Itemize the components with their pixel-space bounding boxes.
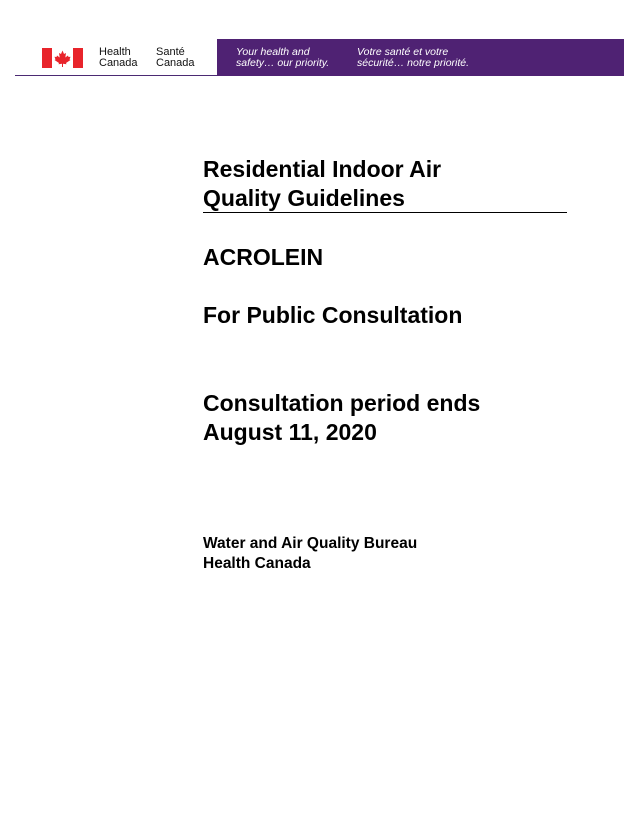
tagline-en: Your health and safety… our priority. xyxy=(236,46,330,69)
header-identity-area xyxy=(15,39,217,75)
header-tagline-bar xyxy=(217,39,624,76)
author-block: Water and Air Quality Bureau Health Canada xyxy=(203,535,418,572)
header-banner xyxy=(15,39,624,76)
canada-flag-icon xyxy=(42,48,83,68)
department-name-en: Health Canada xyxy=(99,46,138,69)
document-title: Residential Indoor Air Quality Guidelines xyxy=(203,156,442,211)
purpose-heading: For Public Consultation xyxy=(203,302,463,328)
title-underline xyxy=(203,212,567,213)
tagline-fr: Votre santé et votre sécurité… notre priorité. xyxy=(357,46,470,69)
substance-heading: ACROLEIN xyxy=(203,244,324,270)
department-name-fr: Santé Canada xyxy=(156,46,195,69)
consultation-deadline: Consultation period ends August 11, 2020 xyxy=(203,390,481,445)
